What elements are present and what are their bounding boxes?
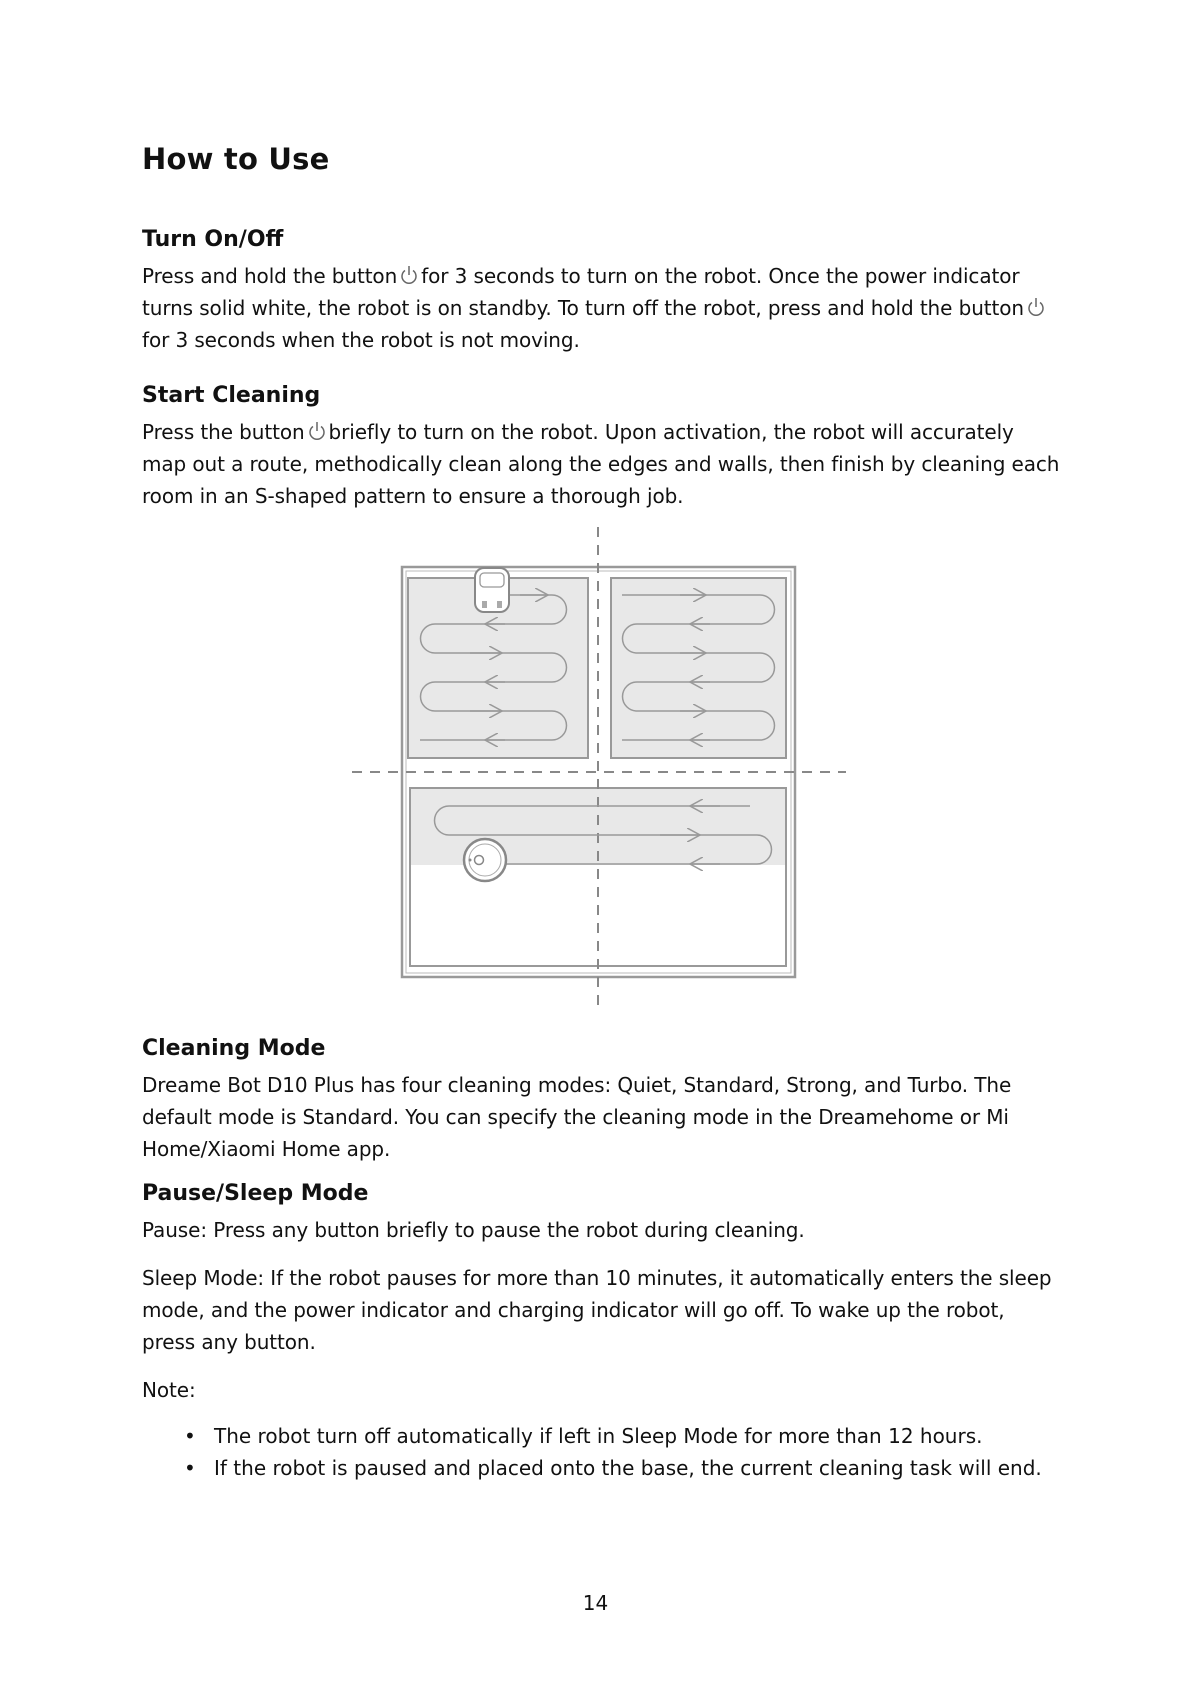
- list-item: [142, 1420, 1062, 1452]
- paragraph-pause: Pause: Press any button briefly to pause the robot during cleaning.: [142, 1218, 805, 1242]
- page-number: 14: [582, 1591, 609, 1615]
- robot-icon: [464, 839, 506, 881]
- heading-pause-sleep: Pause/Sleep Mode: [142, 1181, 369, 1206]
- section-start-cleaning: [142, 382, 1062, 512]
- bullet-icon: •: [184, 1424, 196, 1448]
- note-text: The robot turn off automatically if left in Sleep Mode for more than 12 hours.: [214, 1424, 983, 1448]
- heading-turn-on-off: Turn On/Off: [142, 227, 284, 252]
- heading-start-cleaning: Start Cleaning: [142, 383, 321, 408]
- paragraph-turn-on-off: [142, 260, 1062, 356]
- text-part: briefly to turn on the robot. Upon activation, the robot will accurately map out a route, methodically clean along the edges and walls, then finish by cleaning each room in an S-shaped pattern to ensure a thorough job.: [142, 420, 1060, 508]
- power-icon: [399, 264, 419, 286]
- text-part: Press and hold the button: [142, 264, 398, 288]
- section-cleaning-mode: [142, 1035, 1062, 1165]
- note-label: Note:: [142, 1378, 196, 1402]
- paragraph-start-cleaning: [142, 416, 1062, 512]
- paragraph-sleep: Sleep Mode: If the robot pauses for more than 10 minutes, it automatically enters the sleep mode, and the power indicator and charging indicator will go off. To wake up the robot, press any button.: [142, 1266, 1052, 1354]
- page-title: How to Use: [142, 142, 330, 176]
- note-list: [142, 1420, 1062, 1484]
- section-turn-on-off: [142, 226, 1062, 356]
- heading-cleaning-mode: Cleaning Mode: [142, 1036, 326, 1061]
- note-text: If the robot is paused and placed onto the base, the current cleaning task will end.: [214, 1456, 1042, 1480]
- text-part: Press the button: [142, 420, 305, 444]
- paragraph-cleaning-mode: Dreame Bot D10 Plus has four cleaning modes: Quiet, Standard, Strong, and Turbo. The default mode is Standard. You can specify the cleaning mode in the Dreamehome or Mi Home/Xiaomi Home app.: [142, 1073, 1012, 1161]
- bullet-icon: •: [184, 1456, 196, 1480]
- cleaning-route-illustration: [350, 525, 850, 1015]
- power-icon: [307, 420, 327, 442]
- section-pause-sleep: [142, 1180, 1062, 1484]
- power-icon: [1026, 296, 1046, 318]
- charging-base-icon: [475, 568, 509, 612]
- list-item: [142, 1452, 1062, 1484]
- text-part: for 3 seconds when the robot is not moving.: [142, 328, 580, 352]
- text-part: for 3 seconds to turn on the robot. Once the power indicator turns solid white, the robot is on standby. To turn off the robot, press and hold the button: [142, 264, 1024, 320]
